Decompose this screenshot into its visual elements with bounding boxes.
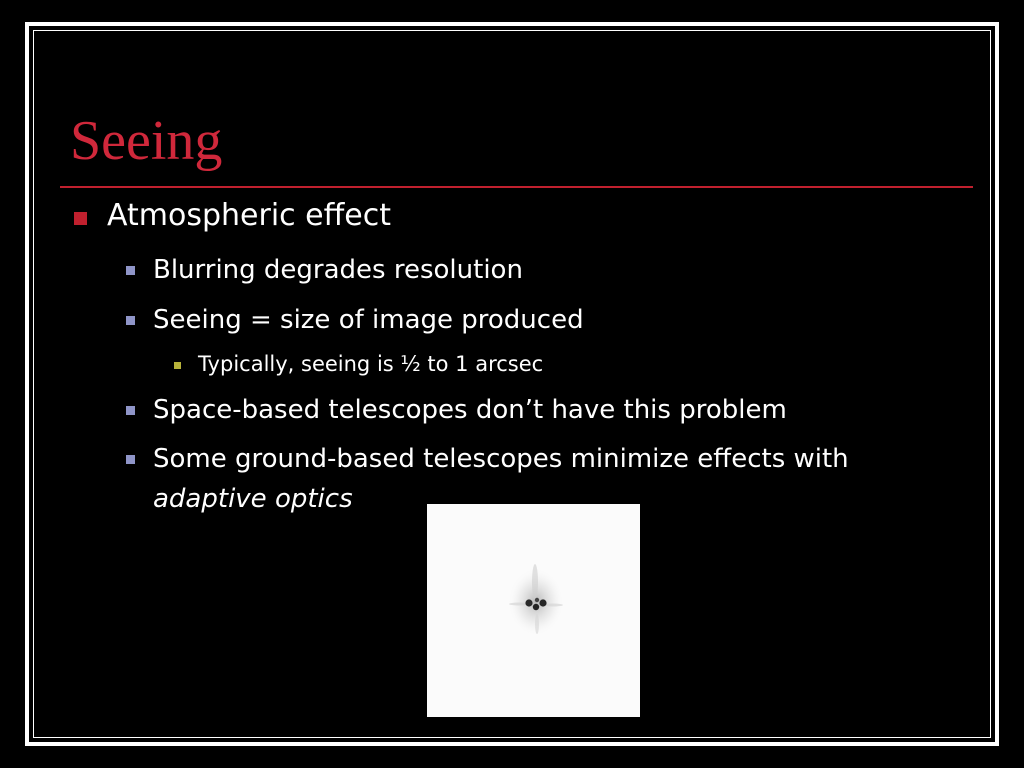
- square-bullet-icon: [126, 455, 135, 464]
- bullet-text: Blurring degrades resolution: [153, 255, 523, 285]
- bullet-text: Atmospheric effect: [107, 198, 392, 233]
- bullet-text: Seeing = size of image produced: [153, 305, 584, 335]
- square-bullet-icon: [126, 266, 135, 275]
- bullet-text: Space-based telescopes don’t have this problem: [153, 395, 787, 425]
- adaptive-optics-star-image: [427, 504, 640, 717]
- star-image-graphic: [427, 504, 640, 717]
- square-bullet-icon: [126, 406, 135, 415]
- square-bullet-icon: [126, 316, 135, 325]
- bullet-text: Some ground-based telescopes minimize effects with: [153, 444, 849, 474]
- title-underline: [60, 186, 973, 188]
- square-bullet-icon: [74, 212, 87, 225]
- bullet-text: Typically, seeing is ½ to 1 arcsec: [198, 352, 544, 376]
- slide-title: Seeing: [70, 110, 223, 172]
- square-bullet-icon: [174, 362, 181, 369]
- bullet-text-italic: adaptive optics: [153, 484, 353, 514]
